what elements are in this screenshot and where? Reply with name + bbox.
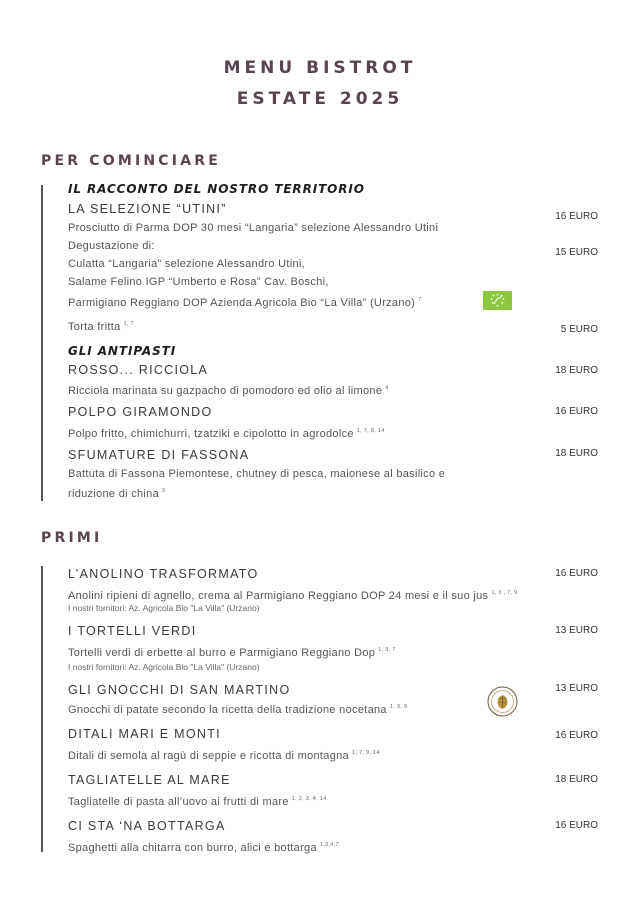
allergen-codes: 1, 7 [123,321,134,327]
dish-desc-salame: Salame Felino IGP “Umberto e Rosa” Cav. Boschi, [68,276,329,288]
dish-desc-ditali: Ditali di semola al ragù di seppie e ricotta di montagna $^{1, 7, 9, 14}$ [68,750,380,762]
menu-title: MENU BISTROT [223,58,417,78]
dish-desc-bottarga: Spaghetti alla chitarra con burro, alici e bottarga $^{1,3,4,7}$ [68,842,339,854]
dish-desc-polpo-giramondo: Polpo fritto, chimichurri, tzatziki e cipolotto in agrodolce $^{1, 7, 8, 14}$ [68,428,385,440]
allergen-codes: 1, 3, 9 [389,704,408,710]
supplier-note-tortelli: I nostri fornitori: Az. Agricola Bio "La Villa" (Urzano) [68,662,260,672]
dish-name-tortelli-verdi: I TORTELLI VERDI [68,624,197,638]
menu-subtitle: ESTATE 2025 [236,89,404,109]
gnocchi-tradition-seal-icon [487,686,518,717]
dish-name-sfumature-fassona: SFUMATURE DI FASSONA [68,448,250,462]
dish-desc-gnocchi: Gnocchi di patate secondo la ricetta della tradizione nocetana $^{1, 3, 9}$ [68,704,408,716]
subheading-antipasti: GLI ANTIPASTI [68,344,177,358]
allergen-codes: 1,3,4,7 [319,842,339,848]
dish-desc-anolino: Anolini ripieni di agnello, crema al Parmigiano Reggiano DOP 24 mesi e il suo jus $^{1, 3 , 7, 9}$ [68,590,518,602]
price-tortelli-verdi: 13 EURO [555,625,598,636]
dish-desc-prosciutto: Prosciutto di Parma DOP 30 mesi “Langaria” selezione Alessandro Utini [68,222,439,234]
subheading-racconto: IL RACCONTO DEL NOSTRO TERRITORIO [68,182,365,196]
price-polpo-giramondo: 16 EURO [555,406,598,417]
supplier-note-anolino: I nostri fornitori: Az. Agricola Bio "La Villa" (Urzano) [68,603,260,613]
price-sfumature-fassona: 18 EURO [555,448,598,459]
allergen-codes: 7 [418,297,422,303]
price-selezione-2: 15 EURO [555,247,598,258]
dish-desc-tagliatelle: Tagliatelle di pasta all’uovo ai frutti di mare $^{1, 2, 3, 4, 14}$ [68,796,327,808]
price-ditali: 16 EURO [555,730,598,741]
price-anolino: 16 EURO [555,568,598,579]
dish-name-selezione-utini: LA SELEZIONE “UTINI” [68,202,227,216]
dish-desc-degustazione: Degustazione di: [68,240,155,252]
allergen-codes: 4 [385,385,389,391]
dish-name-rosso-ricciola: ROSSO... RICCIOLA [68,363,209,377]
allergen-codes: 1, 3 , 7, 9 [491,590,518,596]
dish-desc-parmigiano: Parmigiano Reggiano DOP Azienda Agricola Bio “La Villa” (Urzano) $^7$ [68,297,422,309]
price-torta-fritta: 5 EURO [560,324,598,335]
dish-desc-rosso-ricciola: Ricciola marinata su gazpacho di pomodoro ed olio al limone $^4$ [68,385,389,397]
price-tagliatelle: 18 EURO [555,774,598,785]
price-bottarga: 16 EURO [555,820,598,831]
price-gnocchi: 13 EURO [555,683,598,694]
dish-name-ditali: DITALI MARI E MONTI [68,727,221,741]
dish-name-polpo-giramondo: POLPO GIRAMONDO [68,405,213,419]
dish-desc-torta-fritta: Torta fritta $^{1, 7}$ [68,321,134,333]
section-heading-per-cominciare: PER COMINCIARE [41,153,221,169]
price-rosso-ricciola: 18 EURO [555,365,598,376]
dish-name-bottarga: CI STA ‘NA BOTTARGA [68,819,226,833]
section-divider-bar [41,185,43,501]
allergen-codes: 1, 3, 7 [378,647,396,653]
dish-name-gnocchi: GLI GNOCCHI DI SAN MARTINO [68,683,291,697]
dish-desc-tortelli-verdi: Tortelli verdi di erbette al burro e Parmigiano Reggiano Dop $^{1, 3, 7}$ [68,647,396,659]
dish-desc-culatta: Culatta “Langaria” selezione Alessandro Utini, [68,258,305,270]
dish-desc-sfumature-fassona-2: riduzione di china $^3$ [68,488,166,500]
price-selezione-1: 16 EURO [555,211,598,222]
section-heading-primi: PRIMI [41,530,103,546]
dish-name-tagliatelle: TAGLIATELLE AL MARE [68,773,231,787]
allergen-codes: 3 [162,488,166,494]
eu-organic-leaf-icon [483,291,512,310]
dish-name-anolino: L’ANOLINO TRASFORMATO [68,567,259,581]
dish-desc-sfumature-fassona: Battuta di Fassona Piemontese, chutney di pesca, maionese al basilico e [68,468,446,480]
allergen-codes: 1, 2, 3, 4, 14 [291,796,327,802]
section-divider-bar [41,566,43,852]
allergen-codes: 1, 7, 9, 14 [351,750,380,756]
allergen-codes: 1, 7, 8, 14 [356,428,385,434]
